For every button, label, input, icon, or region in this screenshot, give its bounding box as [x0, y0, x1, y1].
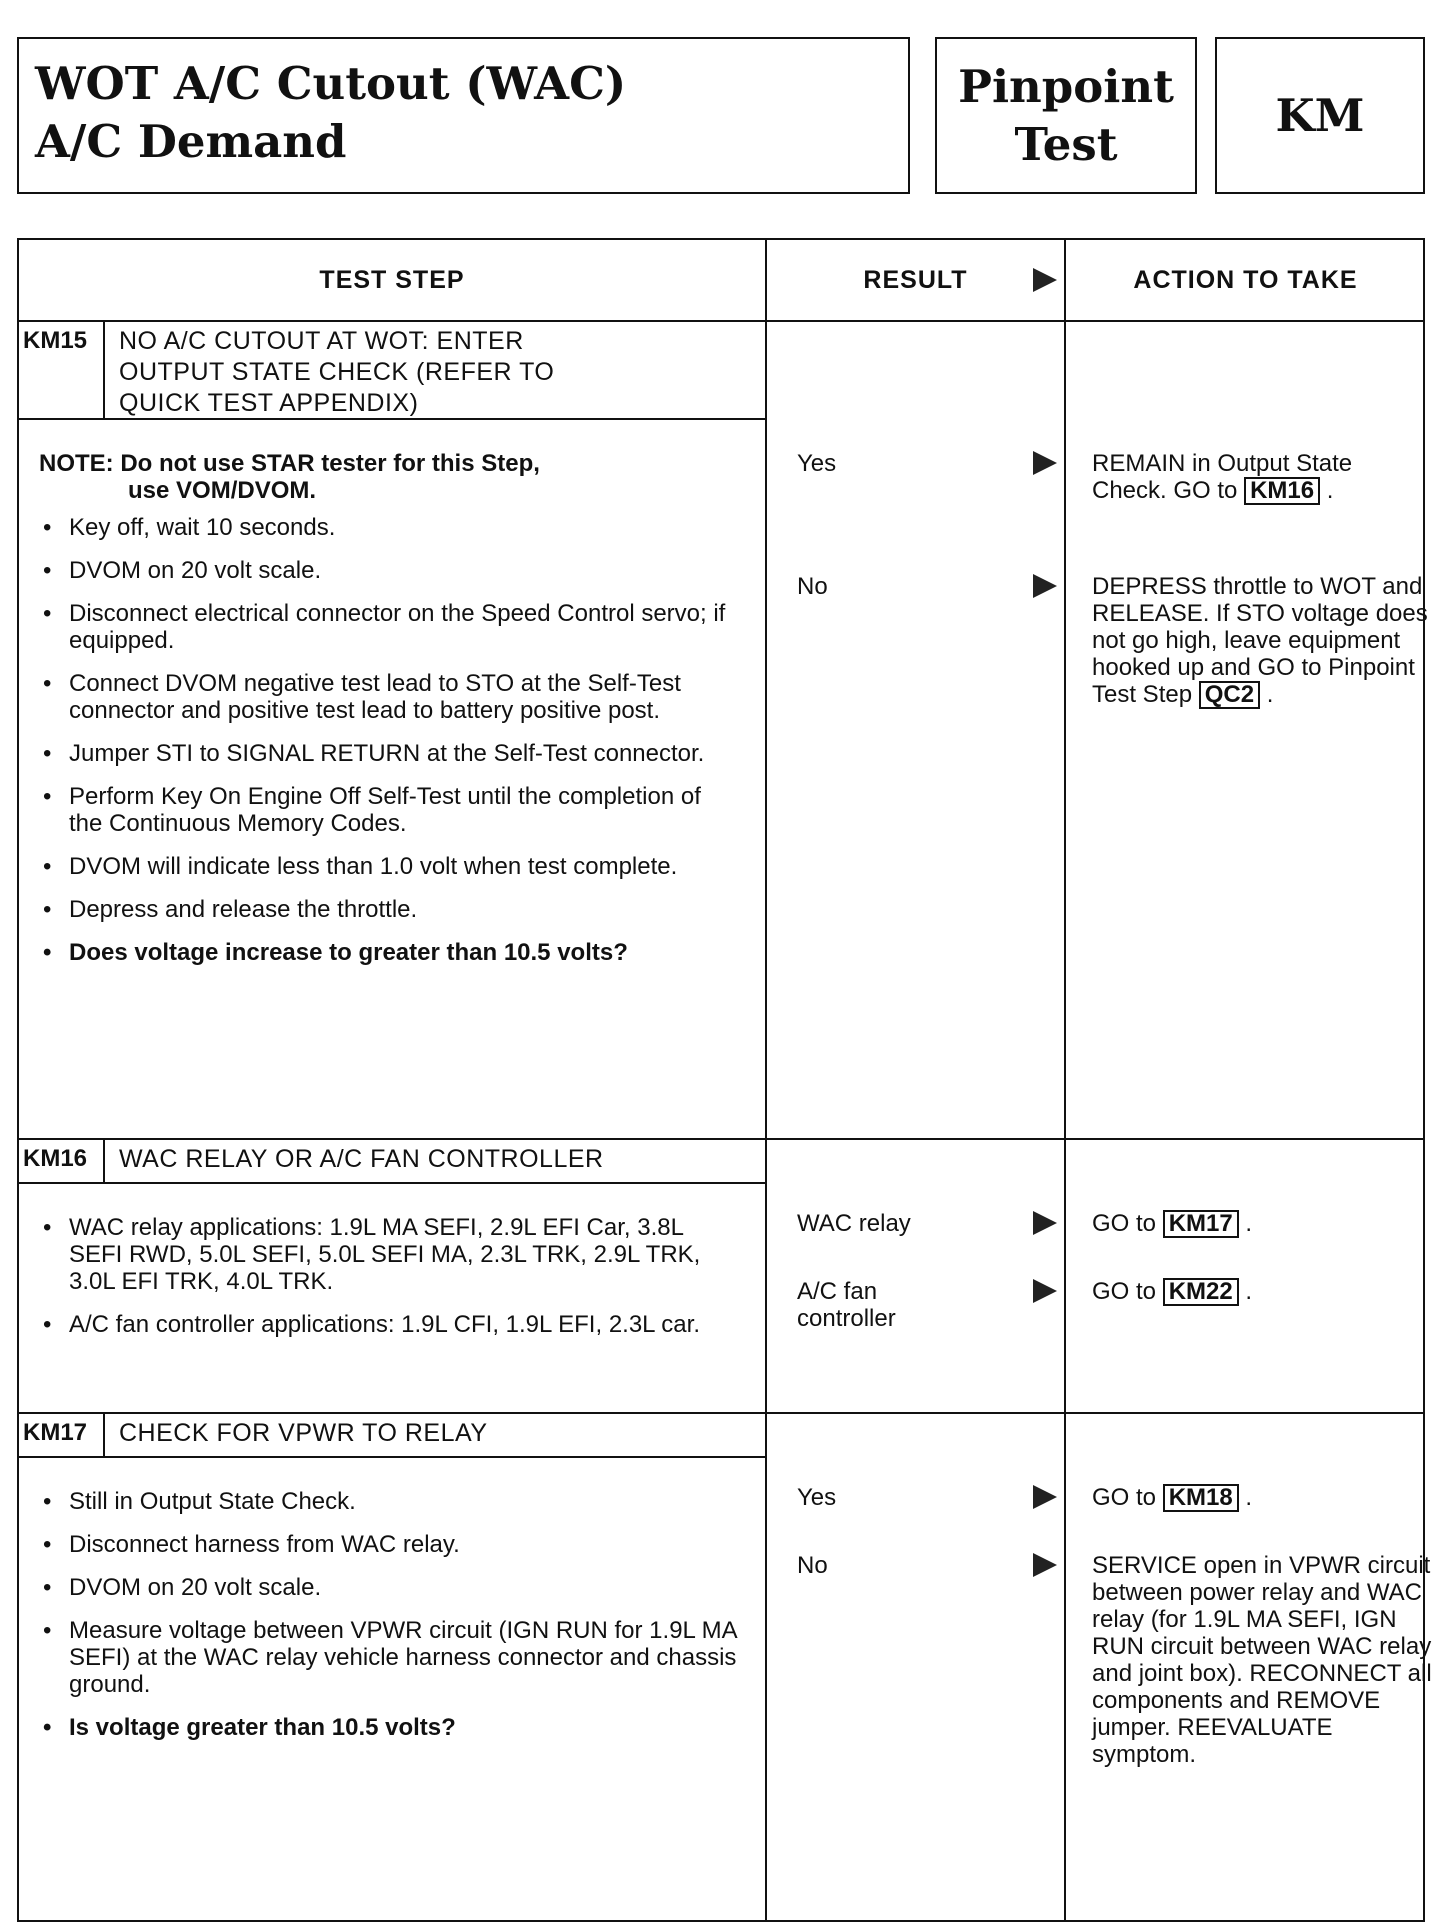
step-list	[39, 1214, 739, 1338]
step-title-line: QUICK TEST APPENDIX)	[119, 389, 419, 417]
title-box	[17, 37, 910, 194]
step-id-km17: KM17	[23, 1419, 88, 1446]
arrow-icon	[1033, 1553, 1057, 1577]
list-item: • Does voltage increase to greater than 10.5 volts?	[43, 939, 628, 966]
list-item: • Jumper STI to SIGNAL RETURN at the Self-Test connector.	[43, 740, 705, 767]
list-item: • Is voltage greater than 10.5 volts?	[43, 1714, 456, 1741]
test-label: Test	[1014, 117, 1118, 171]
arrow-icon	[1033, 268, 1057, 292]
column-header-result-label: RESULT	[863, 265, 968, 294]
test-code-box	[1215, 37, 1425, 194]
column-header-test-step: TEST STEP	[319, 265, 465, 294]
step-title-line: NO A/C CUTOUT AT WOT: ENTER	[119, 327, 524, 355]
title-line-1: WOT A/C Cutout (WAC)	[35, 57, 627, 110]
page-title	[35, 55, 626, 171]
header-divider	[19, 320, 1425, 322]
column-header-result	[767, 240, 1064, 320]
list-item: • A/C fan controller applications: 1.9L CFI, 1.9L EFI, 2.3L car.	[43, 1311, 700, 1338]
test-table	[17, 238, 1432, 1922]
list-item: • Perform Key On Engine Off Self-Test until the completion of the Continuous Memory Codes.	[43, 783, 701, 837]
step-id-divider	[103, 1140, 105, 1182]
step-ref-km18[interactable]: KM18	[1163, 1484, 1239, 1512]
step-id-km16: KM16	[23, 1145, 88, 1172]
step-id-divider	[103, 1414, 105, 1456]
arrow-icon	[1033, 1485, 1057, 1509]
step-divider	[19, 1138, 1425, 1140]
result-yes: Yes	[797, 1484, 837, 1511]
list-item: • Disconnect electrical connector on the Speed Control servo; if equipped.	[43, 600, 726, 654]
pinpoint-box	[935, 37, 1197, 194]
list-item: • Measure voltage between VPWR circuit (IGN RUN for 1.9L MA SEFI) at the WAC relay vehicle harness connector and chassis ground.	[43, 1617, 737, 1698]
result-no: No	[797, 1552, 828, 1579]
list-item: • DVOM on 20 volt scale.	[43, 557, 322, 584]
list-item: • Still in Output State Check.	[43, 1488, 356, 1515]
list-item: • DVOM on 20 volt scale.	[43, 1574, 322, 1601]
step-id-km15: KM15	[23, 327, 88, 354]
step-title-divider	[19, 1182, 765, 1184]
title-line-2: A/C Demand	[35, 115, 347, 168]
arrow-icon	[1033, 1279, 1057, 1303]
step-body-km16	[39, 1214, 739, 1354]
note-line-1: NOTE: Do not use STAR tester for this Step,	[39, 450, 540, 477]
step-body-km17	[39, 1488, 739, 1757]
step-id-divider	[103, 322, 105, 420]
column-header-action: ACTION TO TAKE	[1133, 265, 1358, 294]
column-divider	[765, 240, 767, 1920]
list-item: • Disconnect harness from WAC relay.	[43, 1531, 460, 1558]
result-no: No	[797, 573, 828, 600]
result-yes: Yes	[797, 450, 837, 477]
note-line-2: use VOM/DVOM.	[128, 477, 317, 504]
action-go-km17: GO to KM17 .	[1092, 1210, 1253, 1237]
pinpoint-label: Pinpoint	[958, 59, 1174, 113]
step-list	[39, 514, 739, 966]
action-go-km18: GO to KM18 .	[1092, 1484, 1253, 1511]
step-ref-km16[interactable]: KM16	[1244, 477, 1320, 505]
test-code: KM	[1275, 88, 1365, 142]
result-wac-relay: WAC relay	[797, 1210, 911, 1237]
note	[39, 450, 739, 504]
step-list	[39, 1488, 739, 1741]
step-ref-km22[interactable]: KM22	[1163, 1278, 1239, 1306]
arrow-icon	[1033, 574, 1057, 598]
list-item: • Connect DVOM negative test lead to STO at the Self-Test connector and positive test lead to battery positive post.	[43, 670, 681, 724]
action-go-km22: GO to KM22 .	[1092, 1278, 1253, 1305]
list-item: • Depress and release the throttle.	[43, 896, 418, 923]
step-ref-km17[interactable]: KM17	[1163, 1210, 1239, 1238]
column-divider	[1064, 240, 1066, 1920]
step-body-km15	[39, 420, 739, 982]
list-item: • Key off, wait 10 seconds.	[43, 514, 336, 541]
arrow-icon	[1033, 1211, 1057, 1235]
step-ref-qc2[interactable]: QC2	[1199, 681, 1260, 709]
step-title-km15	[119, 326, 554, 419]
action-remain: REMAIN in Output State Check. GO to KM16 .	[1092, 450, 1353, 504]
step-title-line: OUTPUT STATE CHECK (REFER TO	[119, 358, 555, 386]
list-item: • WAC relay applications: 1.9L MA SEFI, 2.9L EFI Car, 3.8L SEFI RWD, 5.0L SEFI, 5.0L SEFI MA, 2.3L TRK, 2.9L TRK, 3.0L EFI TRK, 4.0L TRK.	[43, 1214, 701, 1295]
action-depress: DEPRESS throttle to WOT and RELEASE. If STO voltage does not go high, leave equipment hooked up and GO to Pinpoint Test Step QC2 .	[1092, 573, 1428, 708]
step-divider	[19, 1412, 1425, 1414]
list-item: • DVOM will indicate less than 1.0 volt when test complete.	[43, 853, 678, 880]
step-title-km16: WAC RELAY OR A/C FAN CONTROLLER	[119, 1145, 604, 1173]
step-title-km17: CHECK FOR VPWR TO RELAY	[119, 1419, 488, 1447]
action-service-open: SERVICE open in VPWR circuit between power relay and WAC relay (for 1.9L MA SEFI, IGN RUN circuit between WAC relay and joint box). RECONNECT all components and REMOVE jumper. REEVALUATE symptom.	[1092, 1552, 1432, 1768]
result-fan-controller: A/C fan controller	[797, 1278, 896, 1332]
arrow-icon	[1033, 451, 1057, 475]
step-title-divider	[19, 1456, 765, 1458]
